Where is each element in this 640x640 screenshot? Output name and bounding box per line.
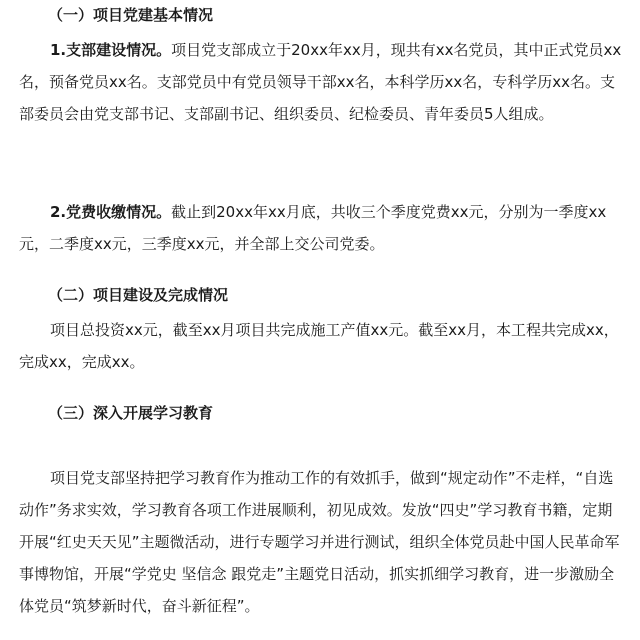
- section-2-body: 项目总投资xx元，截至xx月项目共完成施工产值xx元。截至xx月，本工程共完成xx，完成xx，完成xx。: [19, 321, 619, 371]
- section-1-heading: （一）项目党建基本情况: [48, 6, 214, 24]
- item-2-title: 2.党费收缴情况。: [50, 203, 172, 221]
- section-1-item-2: [19, 196, 625, 260]
- item-2-body: 截止到20xx年xx月底，共收三个季度党费xx元，分别为一季度xx元，二季度xx元，三季度xx元，并全部上交公司党委。: [19, 203, 607, 253]
- section-2-heading: （二）项目建设及完成情况: [48, 286, 229, 304]
- item-1-body: 项目党支部成立于20xx年xx月，现共有xx名党员，其中正式党员xx名，预备党员xx名。支部党员中有党员领导干部xx名，本科学历xx名，专科学历xx名。支部委员会由党支部书记、支部副书记、组织委员、纪检委员、青年委员5人组成。: [19, 41, 622, 123]
- item-1-title: 1.支部建设情况。: [50, 41, 172, 59]
- section-3-heading: （三）深入开展学习教育: [48, 404, 214, 422]
- section-3-body: 项目党支部坚持把学习教育作为推动工作的有效抓手，做到“规定动作”不走样，“自选动作”务求实效，学习教育各项工作进展顺利，初见成效。发放“四史”学习教育书籍，定期开展“红史天天见”主题微活动，进行专题学习并进行测试，组织全体党员赴中国人民革命军事博物馆，开展“学党史 坚信念 跟党走”主题党日活动，抓实抓细学习教育，进一步激励全体党员“筑梦新时代，奋斗新征程”。: [19, 469, 620, 615]
- section-1-item-1: [19, 34, 625, 130]
